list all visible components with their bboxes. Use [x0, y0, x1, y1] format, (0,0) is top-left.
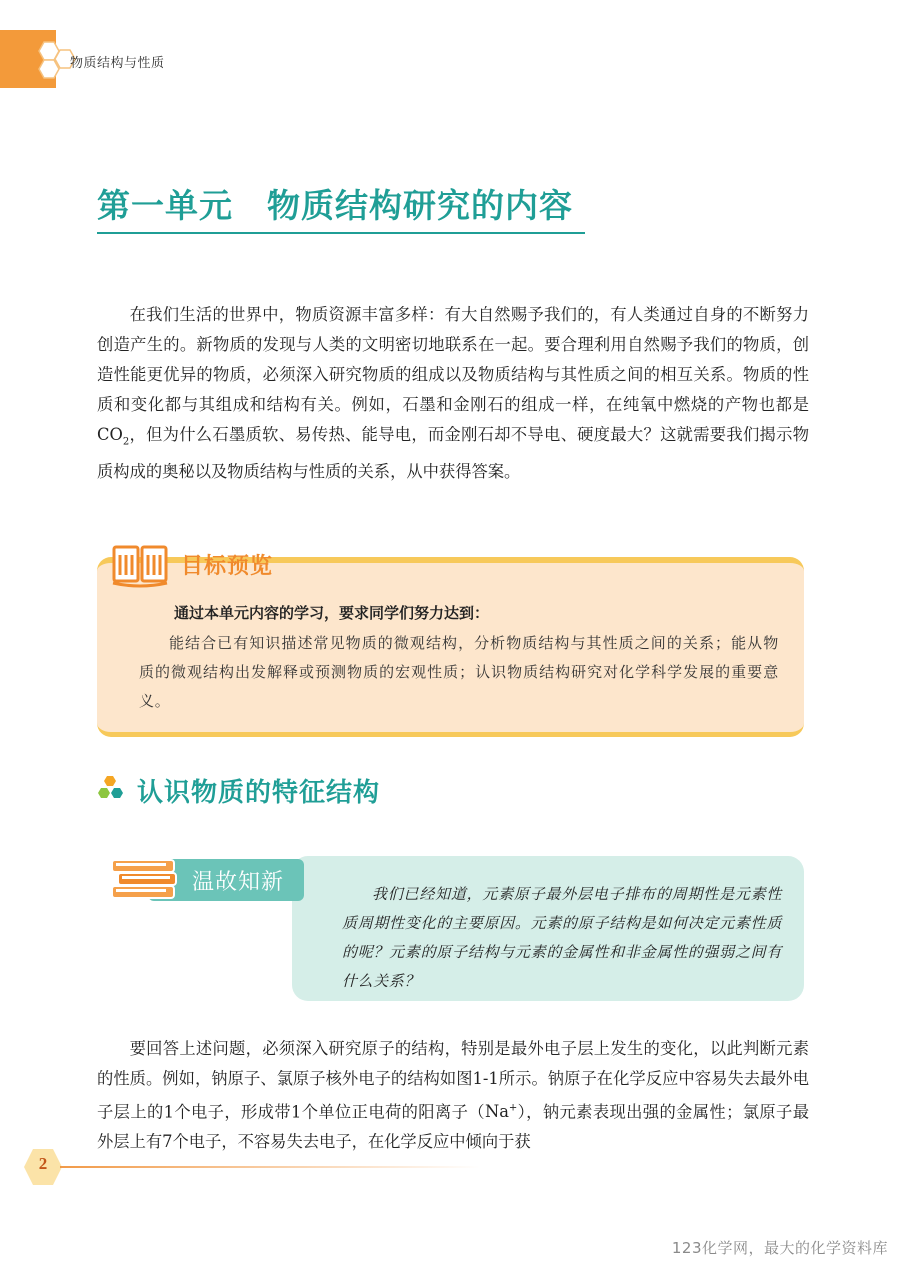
hexagon-cluster-icon: [97, 775, 127, 805]
stacked-books-icon: [108, 856, 182, 904]
co2-subscript: 2: [122, 436, 130, 448]
title-underline: [97, 232, 585, 234]
goal-intro-text: 通过本单元内容的学习，要求同学们努力达到：: [174, 604, 490, 622]
goal-preview-title: 目标预览: [181, 554, 274, 579]
review-text: 我们已经知道，元素原子最外层电子排布的周期性是元素性质周期性变化的主要原因。元素的原子结构是如何决定元素性质的呢？元素的原子结构与元素的金属性和非金属性的强弱之间有什么关系？: [342, 885, 782, 990]
goal-body-text: 能结合已有知识描述常见物质的微观结构，分析物质结构与其性质之间的关系；能从物质的微观结构出发解释或预测物质的宏观性质；认识物质结构研究对化学科学发展的重要意义。: [139, 634, 779, 710]
running-header-title: 物质结构与性质: [70, 56, 165, 71]
open-book-icon: [111, 543, 169, 589]
watermark-text: 123化学网，最大的化学资料库: [671, 1239, 888, 1257]
review-label-text: 温故知新: [192, 870, 285, 895]
co2-base: CO: [97, 425, 123, 444]
intro-text-part1: 在我们生活的世界中，物质资源丰富多样：有大自然赐予我们的，有人类通过自身的不断努力创造产生的。新物质的发现与人类的文明密切地联系在一起。要合理利用自然赐予我们的物质，创造性能更优异的物质，必须深入研究物质的组成以及物质结构与其性质之间的相互关系。物质的性质和变化都与其组成和结构有关。例如，石墨和金刚石的组成一样，在纯氧中燃烧的产物也都是: [97, 305, 809, 414]
body-paragraph-2: [97, 1034, 809, 1157]
goal-preview-box: [97, 554, 804, 737]
section-title: 认识物质的特征结构: [137, 778, 381, 808]
intro-paragraph: [97, 300, 809, 487]
ion-superscript: +: [508, 1103, 518, 1114]
footer-line: [60, 1166, 480, 1168]
ion-base: Na: [484, 1102, 509, 1122]
sodium-ion-formula: [485, 1102, 517, 1121]
page-number: 2: [38, 1154, 48, 1173]
body2-text-part2: ），钠元素表现出强的金属性；氯原子最外层上有7个电子，不容易失去电子，在化学反应中倾向于获: [97, 1102, 809, 1152]
intro-text-part2: ，但为什么石墨质软、易传热、能导电，而金刚石却不导电、硬度最大？这就需要我们揭示物质构成的奥秘以及物质结构与性质的关系，从中获得答案。: [97, 425, 809, 482]
co2-formula: [97, 425, 130, 448]
review-label: [108, 856, 304, 904]
review-box: [292, 856, 804, 1001]
unit-title: 第一单元 物质结构研究的内容: [97, 186, 573, 225]
body2-text-part1: 要回答上述问题，必须深入研究原子的结构，特别是最外电子层上发生的变化，以此判断元素的性质。例如，钠原子、氯原子核外电子的结构如图1-1所示。钠原子在化学反应中容易失去最外电子层上的1个电子，形成带1个单位正电荷的阳离子（: [97, 1039, 809, 1122]
